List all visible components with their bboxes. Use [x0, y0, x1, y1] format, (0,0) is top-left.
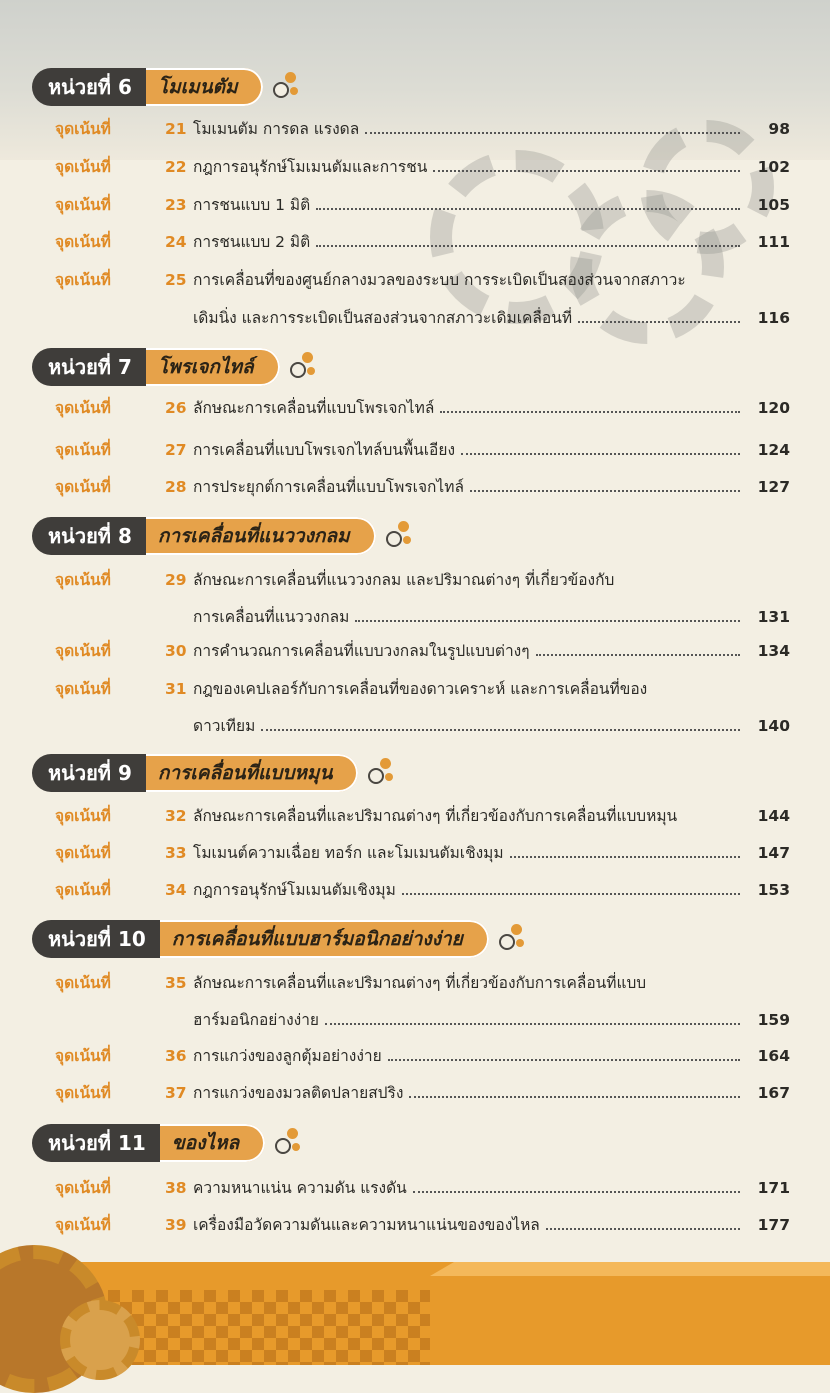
entry-keyword: จุดเน้นที่ — [55, 233, 111, 251]
entry-title: การชนแบบ 1 มิติ — [193, 196, 311, 214]
entry-number: 38 — [165, 1179, 187, 1197]
toc-entry[interactable] — [55, 474, 790, 504]
entry-page: 153 — [757, 881, 790, 899]
unit-title: การเคลื่อนที่แนววงกลม — [144, 517, 376, 555]
entry-page: 116 — [757, 309, 790, 327]
dot-leader — [388, 1058, 740, 1061]
dot-leader — [440, 410, 740, 413]
entry-title: ลักษณะการเคลื่อนที่แนววงกลม และปริมาณต่างๆ ที่เกี่ยวข้องกับ — [193, 571, 615, 589]
entry-keyword: จุดเน้นที่ — [55, 120, 111, 138]
entry-page: 177 — [757, 1216, 790, 1234]
unit-header-11 — [32, 1122, 307, 1164]
unit-title: ของไหล — [158, 1124, 265, 1162]
unit-number: หน่วยที่ 6 — [32, 68, 146, 106]
entry-title: เครื่องมือวัดความดันและความหนาแน่นของของไหล — [193, 1216, 540, 1234]
bullet-dots-icon — [497, 924, 531, 954]
dot-leader — [316, 207, 740, 210]
dot-leader — [409, 1095, 740, 1098]
bullet-dots-icon — [288, 352, 322, 382]
unit-number: หน่วยที่ 11 — [32, 1124, 160, 1162]
entry-title: การคำนวณการเคลื่อนที่แบบวงกลมในรูปแบบต่างๆ — [193, 642, 530, 660]
entry-title-continued: ฮาร์มอนิกอย่างง่าย — [193, 1011, 320, 1029]
entry-title: กฎของเคปเลอร์กับการเคลื่อนที่ของดาวเคราะห์ และการเคลื่อนที่ของ — [193, 680, 648, 698]
entry-number: 39 — [165, 1216, 187, 1234]
entry-keyword: จุดเน้นที่ — [55, 1047, 111, 1065]
toc-entry[interactable] — [55, 877, 790, 907]
entry-page: 159 — [757, 1011, 790, 1029]
unit-title: โมเมนตัม — [144, 68, 264, 106]
entry-page: 171 — [757, 1179, 790, 1197]
entry-page: 144 — [757, 807, 790, 825]
dot-leader — [402, 892, 740, 895]
entry-number: 24 — [165, 233, 187, 251]
entry-keyword: จุดเน้นที่ — [55, 881, 111, 899]
entry-number: 22 — [165, 158, 187, 176]
entry-number: 37 — [165, 1084, 187, 1102]
entry-keyword: จุดเน้นที่ — [55, 478, 111, 496]
entry-page: 120 — [757, 399, 790, 417]
dot-leader — [461, 452, 740, 455]
entry-number: 32 — [165, 807, 187, 825]
dot-leader — [413, 1190, 740, 1193]
entry-page: 147 — [757, 844, 790, 862]
toc-entry[interactable] — [55, 638, 790, 668]
dot-leader — [683, 820, 740, 821]
entry-title: ความหนาแน่น ความดัน แรงดัน — [193, 1179, 407, 1197]
entry-page: 111 — [757, 233, 790, 251]
entry-page: 164 — [757, 1047, 790, 1065]
dot-leader — [365, 131, 740, 134]
entry-number: 26 — [165, 399, 187, 417]
bullet-dots-icon — [271, 72, 305, 102]
entry-keyword: จุดเน้นที่ — [55, 680, 111, 698]
entry-keyword: จุดเน้นที่ — [55, 441, 111, 459]
dot-leader — [433, 169, 740, 172]
entry-number: 25 — [165, 271, 187, 289]
toc-entry-continuation[interactable] — [193, 713, 790, 743]
toc-entry[interactable] — [55, 192, 790, 222]
entry-keyword: จุดเน้นที่ — [55, 844, 111, 862]
entry-keyword: จุดเน้นที่ — [55, 974, 111, 992]
entry-keyword: จุดเน้นที่ — [55, 196, 111, 214]
entry-number: 31 — [165, 680, 187, 698]
dot-leader — [316, 244, 740, 247]
entry-keyword: จุดเน้นที่ — [55, 1084, 111, 1102]
bullet-dots-icon — [384, 521, 418, 551]
dot-leader — [470, 489, 740, 492]
unit-header-10 — [32, 918, 531, 960]
entry-page: 140 — [757, 717, 790, 735]
dot-leader — [261, 728, 740, 731]
entry-keyword: จุดเน้นที่ — [55, 807, 111, 825]
entry-number: 23 — [165, 196, 187, 214]
entry-number: 35 — [165, 974, 187, 992]
unit-title: โพรเจกไทล์ — [144, 348, 280, 386]
dot-leader — [536, 653, 740, 656]
entry-title-continued: เดิมนิ่ง และการระเบิดเป็นสองส่วนจากสภาวะเดิมเคลื่อนที่ — [193, 309, 573, 327]
toc-entry[interactable] — [55, 437, 790, 467]
entry-page: 124 — [757, 441, 790, 459]
unit-header-9 — [32, 752, 400, 794]
toc-entry[interactable] — [55, 267, 790, 297]
unit-number: หน่วยที่ 10 — [32, 920, 160, 958]
entry-title: การเคลื่อนที่แบบโพรเจกไทล์บนพื้นเอียง — [193, 441, 456, 459]
entry-title: ลักษณะการเคลื่อนที่แบบโพรเจกไทล์ — [193, 399, 435, 417]
entry-title: กฎการอนุรักษ์โมเมนตัมและการชน — [193, 158, 428, 176]
toc-entry[interactable] — [55, 676, 790, 706]
entry-title: การชนแบบ 2 มิติ — [193, 233, 311, 251]
unit-title: การเคลื่อนที่แบบฮาร์มอนิกอย่างง่าย — [158, 920, 489, 958]
entry-number: 34 — [165, 881, 187, 899]
toc-entry-continuation[interactable] — [193, 305, 790, 335]
toc-entry[interactable] — [55, 229, 790, 259]
entry-page: 105 — [757, 196, 790, 214]
entry-page: 98 — [768, 120, 790, 138]
dot-leader — [578, 320, 740, 323]
entry-title: การเคลื่อนที่ของศูนย์กลางมวลของระบบ การระเบิดเป็นสองส่วนจากสภาวะ — [193, 271, 686, 289]
entry-title-continued: การเคลื่อนที่แนววงกลม — [193, 608, 350, 626]
unit-header-6 — [32, 66, 305, 108]
entry-title: การแกว่งของลูกตุ้มอย่างง่าย — [193, 1047, 382, 1065]
entry-title: การประยุกต์การเคลื่อนที่แบบโพรเจกไทล์ — [193, 478, 464, 496]
toc-entry[interactable] — [55, 154, 790, 184]
dot-leader — [355, 619, 740, 622]
entry-title: ลักษณะการเคลื่อนที่และปริมาณต่างๆ ที่เกี่ยวข้องกับการเคลื่อนที่แบบ — [193, 974, 647, 992]
toc-entry[interactable] — [55, 803, 790, 833]
toc-entry[interactable] — [55, 395, 790, 425]
unit-header-7 — [32, 346, 322, 388]
toc-entry[interactable] — [55, 567, 790, 597]
entry-number: 21 — [165, 120, 187, 138]
bullet-dots-icon — [273, 1128, 307, 1158]
entry-number: 30 — [165, 642, 187, 660]
entry-number: 36 — [165, 1047, 187, 1065]
toc-entry-continuation[interactable] — [193, 604, 790, 634]
dot-leader — [325, 1022, 740, 1025]
entry-keyword: จุดเน้นที่ — [55, 571, 111, 589]
entry-title: ลักษณะการเคลื่อนที่และปริมาณต่างๆ ที่เกี่ยวข้องกับการเคลื่อนที่แบบหมุน — [193, 807, 678, 825]
toc-entry[interactable] — [55, 1212, 790, 1242]
entry-keyword: จุดเน้นที่ — [55, 399, 111, 417]
entry-title-continued: ดาวเทียม — [193, 717, 256, 735]
entry-keyword: จุดเน้นที่ — [55, 158, 111, 176]
toc-entry[interactable] — [55, 1043, 790, 1073]
entry-title: โมเมนตัม การดล แรงดล — [193, 120, 360, 138]
toc-entry[interactable] — [55, 970, 790, 1000]
entry-number: 27 — [165, 441, 187, 459]
entry-number: 28 — [165, 478, 187, 496]
dot-leader — [546, 1227, 740, 1230]
entry-page: 134 — [757, 642, 790, 660]
entry-page: 167 — [757, 1084, 790, 1102]
unit-number: หน่วยที่ 9 — [32, 754, 146, 792]
entry-keyword: จุดเน้นที่ — [55, 271, 111, 289]
unit-number: หน่วยที่ 7 — [32, 348, 146, 386]
entry-title: โมเมนต์ความเฉื่อย ทอร์ก และโมเมนตัมเชิงมุม — [193, 844, 504, 862]
toc-entry[interactable] — [55, 840, 790, 870]
bullet-dots-icon — [366, 758, 400, 788]
unit-header-8 — [32, 515, 418, 557]
entry-keyword: จุดเน้นที่ — [55, 642, 111, 660]
entry-keyword: จุดเน้นที่ — [55, 1179, 111, 1197]
toc-entry[interactable] — [55, 1080, 790, 1110]
toc-entry[interactable] — [55, 116, 790, 146]
unit-number: หน่วยที่ 8 — [32, 517, 146, 555]
entry-page: 131 — [757, 608, 790, 626]
toc-entry-continuation[interactable] — [193, 1007, 790, 1037]
dot-leader — [510, 855, 740, 858]
entry-title: กฎการอนุรักษ์โมเมนตัมเชิงมุม — [193, 881, 396, 899]
entry-keyword: จุดเน้นที่ — [55, 1216, 111, 1234]
toc-entry[interactable] — [55, 1175, 790, 1205]
unit-title: การเคลื่อนที่แบบหมุน — [144, 754, 359, 792]
entry-number: 33 — [165, 844, 187, 862]
entry-number: 29 — [165, 571, 187, 589]
entry-page: 102 — [757, 158, 790, 176]
entry-title: การแกว่งของมวลติดปลายสปริง — [193, 1084, 404, 1102]
entry-page: 127 — [757, 478, 790, 496]
